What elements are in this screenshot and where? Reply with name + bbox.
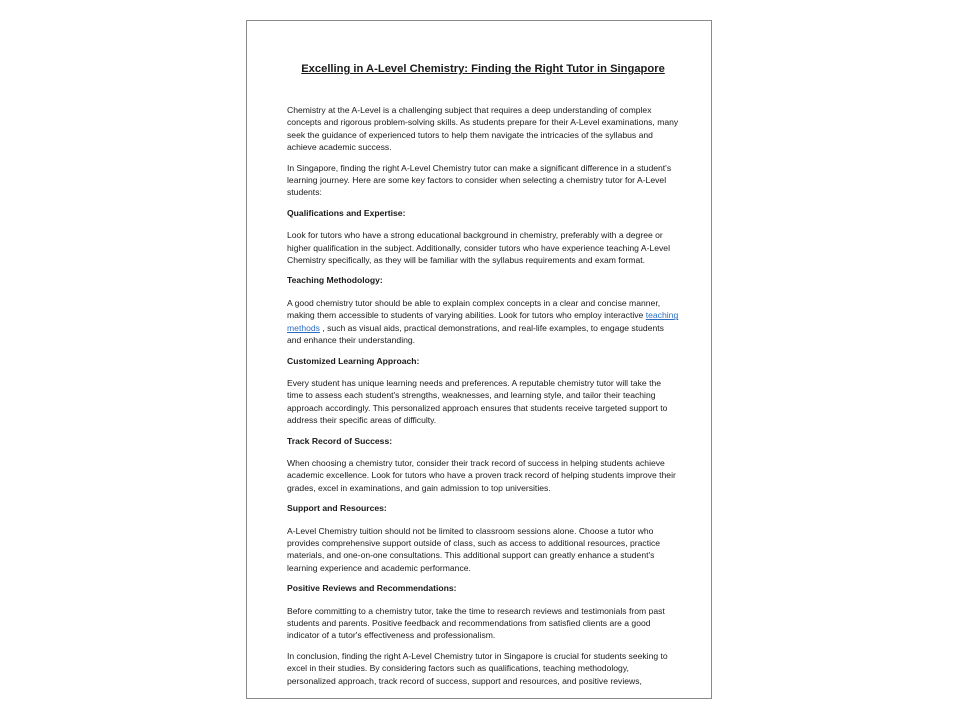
- teaching-body-start: A good chemistry tutor should be able to explain complex concepts in a clear and concise manner, making them accessible to students of varying abilities. Look for tutors who employ interactive: [287, 297, 661, 321]
- document-title: Excelling in A-Level Chemistry: Finding the Right Tutor in Singapore: [301, 63, 665, 75]
- section-heading-support-resources: Support and Resources:: [287, 503, 387, 514]
- section-body-qualifications: Look for tutors who have a strong educational background in chemistry, preferably with a degree or higher qualification in the subject. Additionally, consider tutors who have experience teaching A-Level Chemistry specifically, as they will be familiar with the syllabus requirements and exam format.: [287, 230, 670, 266]
- section-body-customized-learning: Every student has unique learning needs and preferences. A reputable chemistry tutor will take the time to assess each student's strengths, weaknesses, and learning style, and tailor their teaching approach accordingly. This personalized approach ensures that students receive targeted support to address their specific areas of difficulty.: [287, 377, 668, 426]
- intro-paragraph-1: Chemistry at the A-Level is a challenging subject that requires a deep understanding of complex concepts and rigorous problem-solving skills. As students prepare for their A-Level examinations, many seek the guidance of experienced tutors to help them navigate the intricacies of the syllabus and achieve academic success.: [287, 105, 679, 153]
- document-content: [287, 63, 679, 695]
- section-body-teaching-methodology: [287, 297, 679, 347]
- teaching-methods-link[interactable]: teaching methods: [287, 310, 679, 333]
- section-heading-teaching-methodology: Teaching Methodology:: [287, 275, 383, 286]
- intro-paragraph-2: In Singapore, finding the right A-Level Chemistry tutor can make a significant difference in a student's learning journey. Here are some key factors to consider when selecting a chemistry tutor for A-Level students:: [287, 162, 672, 198]
- document-page: [246, 20, 712, 699]
- section-body-positive-reviews: Before committing to a chemistry tutor, take the time to research reviews and testimonials from past students and parents. Positive feedback and recommendations from satisfied clients are a good indicator of a tutor's effectiveness and professionalism.: [287, 605, 665, 641]
- section-body-support-resources: A-Level Chemistry tuition should not be limited to classroom sessions alone. Choose a tutor who provides comprehensive support outside of class, such as access to additional resources, practice materials, and one-on-one consultations. This additional support can greatly enhance a student's learning experience and academic performance.: [287, 525, 661, 573]
- conclusion-paragraph: In conclusion, finding the right A-Level Chemistry tutor in Singapore is crucial for students seeking to excel in their studies. By considering factors such as qualifications, teaching methodology, personalized approach, track record of success, support and resources, and positive reviews,: [287, 650, 668, 686]
- section-heading-positive-reviews: Positive Reviews and Recommendations:: [287, 583, 457, 594]
- section-body-track-record: When choosing a chemistry tutor, consider their track record of success in helping students achieve academic excellence. Look for tutors who have a proven track record of helping students improve their grades, excel in examinations, and gain admission to top universities.: [287, 457, 676, 493]
- teaching-body-end: , such as visual aids, practical demonstrations, and real-life examples, to engage students and enhance their understanding.: [287, 322, 664, 346]
- section-heading-track-record: Track Record of Success:: [287, 435, 393, 446]
- section-heading-qualifications: Qualifications and Expertise:: [287, 207, 406, 218]
- section-heading-customized-learning: Customized Learning Approach:: [287, 355, 420, 366]
